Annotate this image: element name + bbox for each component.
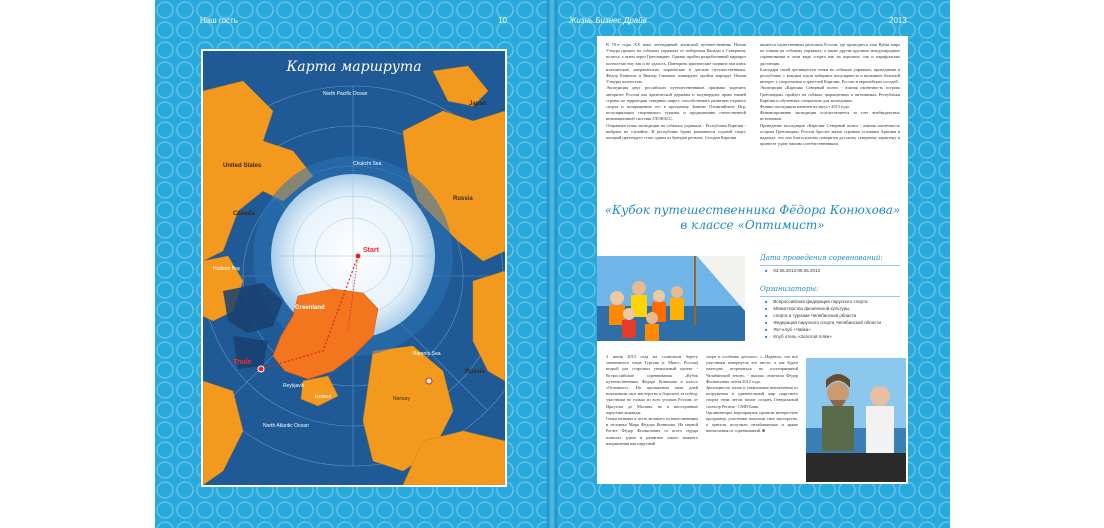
organizer-item: ■ спорта и туризма Челябинской области [765, 313, 856, 318]
map-label-russia: Russia [453, 196, 473, 202]
regatta-title-line-2: в классе «Оптимист» [680, 218, 825, 232]
organizer-item: ■ Федерация парусного спорта Челябинской области [765, 320, 881, 325]
dates-divider [760, 265, 900, 266]
map-label-canada: Canada [233, 211, 255, 217]
article-column-2: является единственным регионом России, где проводится этап Кубка мира по гонкам на собачьих упряжках, а также другие крупные международные соревнования в этом виде спорта как на короткие, так и марафонские дистанции. Благодаря своей зрелищности гонки на собачьих упряжках, проводимые в республике, с каждым годом набирают популярность и вызывают большой интерес у спортсменов и зрителей Карелии, России и европейских соседей. Экспедиция «Карелия: Северный полюс - южная оконечность острова Гренландия» пройдет на собаках, выращенных в питомниках Республики Карелия и обученных специально для экспедиции. Финиш экспедиции намечен на август 2013 года. Финансирование экспедиции осуществляется за счет внебюджетных источников. Проведение экспедиции «Карелия: Северный полюс - южная оконечность острова Гренландия» России бросает вызов суровым условиям Арктики в надежде, что она благосклонно покорится русскому северному характеру и принесет удачу нашим соотечественникам. [760, 42, 900, 147]
map-label-finish: Thule [233, 359, 252, 366]
article-column-1: В 70-е годы XX века легендарный японский путешественник Наоми Уэмура прошел на собачьих упряжках от побережья Канады к Северному полюсу, а затем через Гренландию. Однако пройти разработанный маршрут полностью ему так и не удалось. Повторить арктические подвиги пытались итальянские, американские, норвежские и датские путешественники. Фёдор Конюхов и Виктор Симонов планируют пройти маршрут Наоми Уэмуры полностью. Экспедиция двух российских путешественников призвана укрепить авторитет России как арктической державы и подтвердить право нашей страны на территории северных широт, способствовать развитию ездового спорта и возвращению его в программу Зимних Олимпийских Игр, популяризации спортивного туризма и продвижению отечественной инновационной системы ГЛОНАСС. Отправная точка экспедиции на собачьих упряжках - Республика Карелия - выбрана не случайно. В республике бурно развивается ездовой спорт, который претендует стать одним из брендов региона. Сегодня Карелия [606, 42, 746, 141]
photo-konyukhov-graphic [806, 358, 906, 482]
organizer-item: ■ Министерство физической культуры, [765, 306, 851, 311]
organizers-heading: Организаторы: [760, 285, 819, 293]
bottom-column-2: спорт и особенно детского: «...Надеюсь, что все участники повернутся это место, а мы будем ежегодно встречаться на гостеприимной Челябинской земле» - высоко отметили Фёдор Филиппович летом 2012 года. Зрелищность гонок и уникальные впечатления от погружения в удивительный мир парусного спорта этим летом помог создать Генеральный спонсор Регаты - СМП-Банк. Организаторы мероприятия провели интересную программу, участники показали свое мастерство, а зрители получили незабываемые и яркие впечатления от соревнований. ■ [706, 354, 798, 434]
right-header-year: 2013 [889, 16, 907, 25]
photo-sailing-team [597, 256, 745, 341]
left-page-number: 10 [498, 16, 507, 25]
map-label-chukchi: Chukchi Sea [353, 161, 382, 167]
spread-gutter [547, 0, 557, 528]
map-label-japan: Japan [469, 101, 487, 107]
map-title: Карта маршрута [286, 59, 422, 75]
dates-value: ■ 03.06.2013-08.06.2013 [765, 268, 820, 273]
map-label-norway: Norway [393, 396, 410, 402]
organizer-item: ■ Всероссийская федерация парусного спорта [765, 299, 867, 304]
photo-konyukhov [806, 358, 906, 482]
left-header-section: Наш гость [200, 16, 238, 25]
organizer-item: ■ Клуб отель «Золотой пляж» [765, 334, 832, 339]
map-label-hudson: Hudson Bay [213, 266, 241, 272]
map-label-start: Start [363, 247, 379, 254]
left-page [155, 0, 547, 528]
photo-sailing-team-graphic [597, 256, 745, 341]
right-header-section: Жизнь.Бизнес.Драйв [569, 16, 647, 25]
route-map-graphic [203, 51, 505, 485]
map-label-united-states: United States [223, 163, 262, 169]
map-label-russia-west: Russia [465, 369, 485, 375]
map-label-reykjavik: Reykjavik [283, 383, 305, 389]
regatta-title [597, 203, 908, 233]
dates-heading: Дата проведения соревнований: [760, 254, 883, 262]
bottom-column-1: 3 июня 2013 года на солнечном берегу знаменитого озера Тургояк (г. Миасс, Россия) второй раз стартовал уникальный проект - Всероссийские соревнования «Кубок путешественника Фёдора Конюхова в классе «Оптимист». На протяжении пяти дней показывали свое мастерство и боролись за победу участники не только из всех уголков России, от Иркутска до Москвы, но и иностранные парусные команды. Гонки названы в честь великого путешественника и человека Мира Фёдора Конюхова. На первой Регате Фёдор Филиппович со всего сердца пожелал удачи в развитии такого важного направления как парусный [606, 354, 698, 446]
map-label-iceland: Iceland [315, 394, 332, 400]
organizers-divider [760, 296, 900, 297]
map-label-north-pacific: North Pacific Ocean [323, 91, 368, 97]
route-map [201, 49, 507, 487]
organizer-item: ■ Яхт-клуб «Чайка» [765, 327, 811, 332]
regatta-title-line-1: «Кубок путешественника Фёдора Конюхова» [604, 203, 901, 217]
map-label-north-atlantic: North Atlantic Ocean [263, 423, 309, 429]
map-label-greenland: Greenland [295, 305, 325, 311]
map-label-barents: Barents Sea [413, 351, 441, 357]
